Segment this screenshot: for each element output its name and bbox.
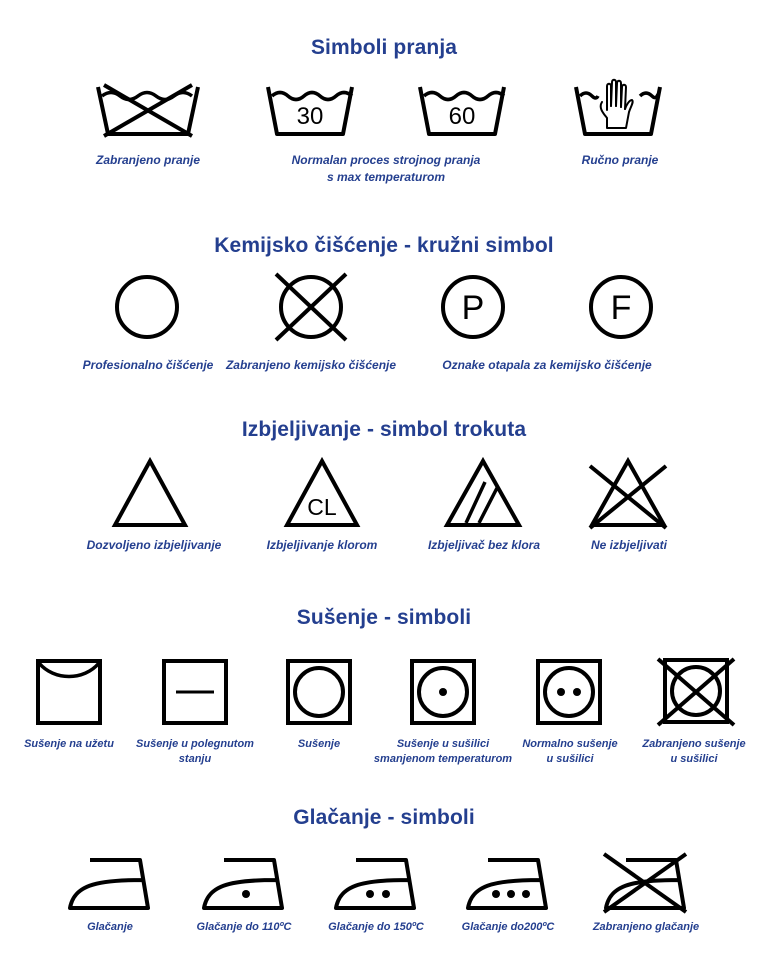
dry-cleaning-forbidden-icon <box>272 272 350 342</box>
wash-machine-label <box>266 152 506 186</box>
washing-title: Simboli pranja <box>310 36 458 59</box>
solvent-p-letter: P <box>461 289 485 327</box>
solvent-p-icon <box>440 274 506 340</box>
tumble-dry-normal-label-line2: u sušilici <box>546 753 594 765</box>
iron-200-label: Glačanje do200ºC <box>461 921 555 933</box>
wash-machine-label-line1: Normalan proces strojnog pranja <box>291 153 481 167</box>
professional-cleaning-label: Profesionalno čišćenje <box>82 358 214 372</box>
bleach-chlorine-icon <box>284 458 360 528</box>
iron-icon <box>68 856 152 912</box>
flat-dry-label <box>132 737 258 767</box>
bleach-non-chlorine-label: Izbjeljivač bez klora <box>427 538 541 552</box>
dry-cleaning-forbidden-label: Zabranjeno kemijsko čišćenje <box>225 358 397 372</box>
tumble-dry-normal-label <box>512 737 628 767</box>
flat-dry-label-line2: stanju <box>178 753 212 765</box>
line-dry-label <box>16 737 122 752</box>
solvent-label: Oznake otapala za kemijsko čišćenje <box>442 358 652 372</box>
iron-110-icon <box>202 856 286 912</box>
wash-forbidden-label: Zabranjeno pranje <box>95 153 201 167</box>
drying-title: Sušenje - simboli <box>296 606 472 629</box>
bleach-non-chlorine-icon <box>444 458 522 528</box>
professional-cleaning-icon <box>114 274 180 340</box>
wash-60-value: 60 <box>448 103 476 130</box>
flat-dry-icon <box>162 659 228 725</box>
wash-machine-label-line2: s max temperaturom <box>326 170 446 184</box>
iron-150-label: Glačanje do 150ºC <box>328 921 424 933</box>
tumble-dry-low-label-line2: smanjenom temperaturom <box>373 753 513 765</box>
bleach-allowed-label: Dozvoljeno izbjeljivanje <box>86 538 222 552</box>
tumble-dry-low-label-line1: Sušenje u sušilici <box>396 738 490 750</box>
line-dry-icon <box>36 659 102 725</box>
bleach-chlorine-label: Izbjeljivanje klorom <box>266 538 378 552</box>
tumble-dry-normal-label-line1: Normalno sušenje <box>522 738 618 750</box>
bleach-chlorine-text: CL <box>307 494 337 520</box>
flat-dry-label-line1: Sušenje u polegnutom <box>136 738 254 750</box>
solvent-f-letter: F <box>610 289 632 327</box>
bleach-allowed-icon <box>112 458 188 528</box>
iron-label: Glačanje <box>87 921 133 933</box>
hand-wash-icon <box>574 80 662 138</box>
no-bleach-icon <box>588 458 668 530</box>
iron-110-label: Glačanje do 110ºC <box>196 921 292 933</box>
tumble-dry-icon <box>286 659 352 725</box>
dry-cleaning-title: Kemijsko čišćenje - kružni simbol <box>214 234 554 257</box>
no-iron-icon <box>602 852 688 914</box>
wash-30-value: 30 <box>296 103 324 130</box>
line-dry-label-line1: Sušenje na užetu <box>24 738 114 750</box>
no-tumble-dry-label <box>632 737 756 767</box>
hand-wash-label: Ručno pranje <box>581 153 659 167</box>
no-tumble-dry-label-line2: u sušilici <box>670 753 718 765</box>
tumble-dry-label-line1: Sušenje <box>297 738 341 750</box>
wash-30-icon <box>266 82 354 138</box>
tumble-dry-low-icon <box>410 659 476 725</box>
no-tumble-dry-icon <box>656 657 736 727</box>
tumble-dry-label <box>274 737 364 752</box>
solvent-f-icon <box>588 274 654 340</box>
tumble-dry-low-label <box>370 737 516 767</box>
ironing-title: Glačanje - simboli <box>293 806 475 829</box>
bleaching-title: Izbjeljivanje - simbol trokuta <box>241 418 527 441</box>
iron-200-icon <box>466 856 550 912</box>
no-tumble-dry-label-line1: Zabranjeno sušenje <box>642 738 746 750</box>
wash-60-icon <box>418 82 506 138</box>
tumble-dry-normal-icon <box>536 659 602 725</box>
iron-150-icon <box>334 856 418 912</box>
wash-forbidden-icon <box>96 82 200 138</box>
no-bleach-label: Ne izbjeljivati <box>590 538 668 552</box>
no-iron-label: Zabranjeno glačanje <box>592 921 700 933</box>
